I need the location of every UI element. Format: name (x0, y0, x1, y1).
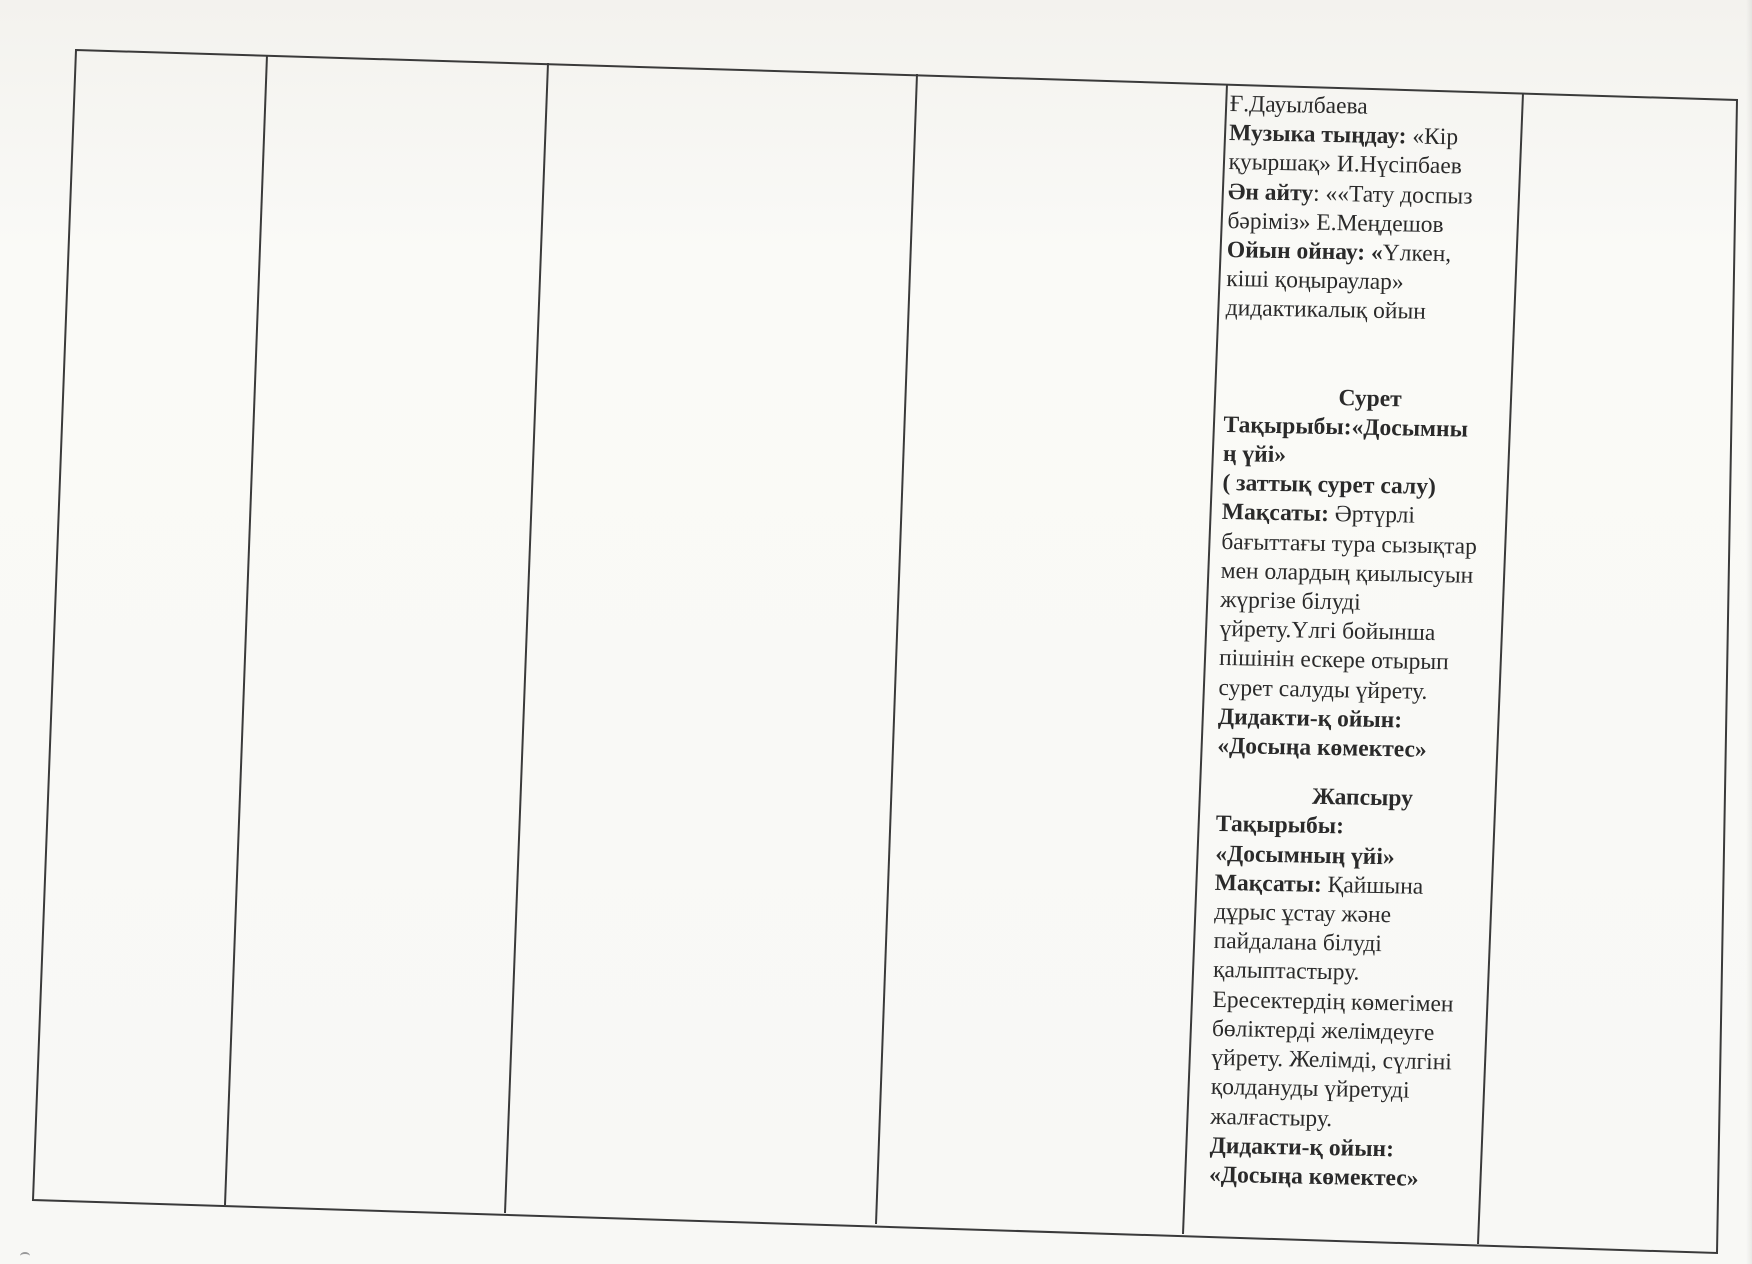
drawing-goal-value-1: Әртүрлі (1328, 501, 1416, 530)
applique-game-label: Дидакти-қ ойын: (1209, 1132, 1395, 1163)
music-listen-line-2: қуыршақ» И.Нүсіпбаев (1228, 149, 1463, 180)
game-line-2: кіші қоңыраулар» (1226, 266, 1404, 296)
column-divider-2 (505, 63, 548, 1213)
applique-goal-line-6: бөліктерді желімдеуге (1211, 1015, 1435, 1046)
drawing-heading: Сурет (1338, 384, 1402, 412)
drawing-goal-line-6: пішінін ескере отырып (1218, 645, 1449, 676)
applique-goal-line-8: қолдануды үйретуді (1210, 1074, 1410, 1104)
song-value-1: : ««Тату доспыз (1312, 180, 1473, 210)
drawing-goal-line-5: үйрету.Үлгі бойынша (1219, 616, 1436, 647)
applique-goal-line-3: пайдалана білуді (1213, 928, 1383, 958)
drawing-goal-line-2: бағыттағы тура сызықтар (1221, 528, 1478, 560)
drawing-goal-label: Мақсаты: (1221, 499, 1330, 528)
song-line-2: бәріміз» Е.Меңдешов (1227, 207, 1444, 238)
scan-edge-shadow (1746, 0, 1752, 1264)
scan-corner-mark (20, 1252, 30, 1260)
drawing-goal-line-7: сурет салуды үйрету. (1218, 674, 1428, 705)
section-spacer (1224, 324, 1517, 388)
music-listen-label: Музыка тыңдау: (1228, 120, 1407, 150)
applique-game-value: «Досыңа көмектес» (1208, 1161, 1419, 1192)
column-divider-1 (225, 55, 267, 1205)
lesson-plan-table (37, 50, 1737, 1242)
drawing-game-label: Дидакти-қ ойын: (1217, 703, 1403, 734)
game-label: Ойын ойнау: « (1226, 236, 1384, 266)
game-line-3: дидактикалық ойын (1225, 295, 1427, 326)
song-label: Ән айту (1227, 178, 1314, 207)
game-value-1: Үлкен, (1382, 239, 1452, 268)
applique-topic-label: Тақырыбы: (1215, 811, 1345, 840)
drawing-topic-line-3: ( заттық сурет салу) (1222, 470, 1437, 501)
applique-goal-label: Мақсаты: (1214, 869, 1323, 898)
applique-goal-line-7: үйрету. Желімді, сүлгіні (1211, 1044, 1453, 1076)
drawing-goal-line-3: мен олардың қиылысуын (1220, 557, 1474, 589)
applique-goal-value-1: Қайшына (1321, 871, 1424, 900)
drawing-goal-line-4: жүргізе білуді (1219, 586, 1361, 616)
applique-goal-line-9: жалғастыру. (1210, 1103, 1333, 1132)
applique-goal-line-2: дұрыс ұстау және (1213, 898, 1392, 929)
composer-continuation: Ғ.Дауылбаева (1229, 90, 1368, 120)
applique-goal-line-4: қалыптастыру. (1212, 957, 1360, 987)
music-listen-value-1: «Кір (1406, 123, 1459, 151)
activity-cell-text (1208, 90, 1522, 1235)
drawing-topic-line-1: Тақырыбы:«Досымны (1223, 411, 1469, 443)
applique-heading: Жапсыру (1311, 783, 1414, 812)
column-divider-3 (876, 74, 917, 1224)
applique-goal-line-5: Ересектердің көмегімен (1212, 986, 1454, 1018)
applique-topic-value: «Досымның үйі» (1215, 840, 1395, 870)
drawing-topic-line-2: ң үйі» (1222, 440, 1287, 469)
drawing-game-value: «Досыңа көмектес» (1217, 732, 1427, 763)
